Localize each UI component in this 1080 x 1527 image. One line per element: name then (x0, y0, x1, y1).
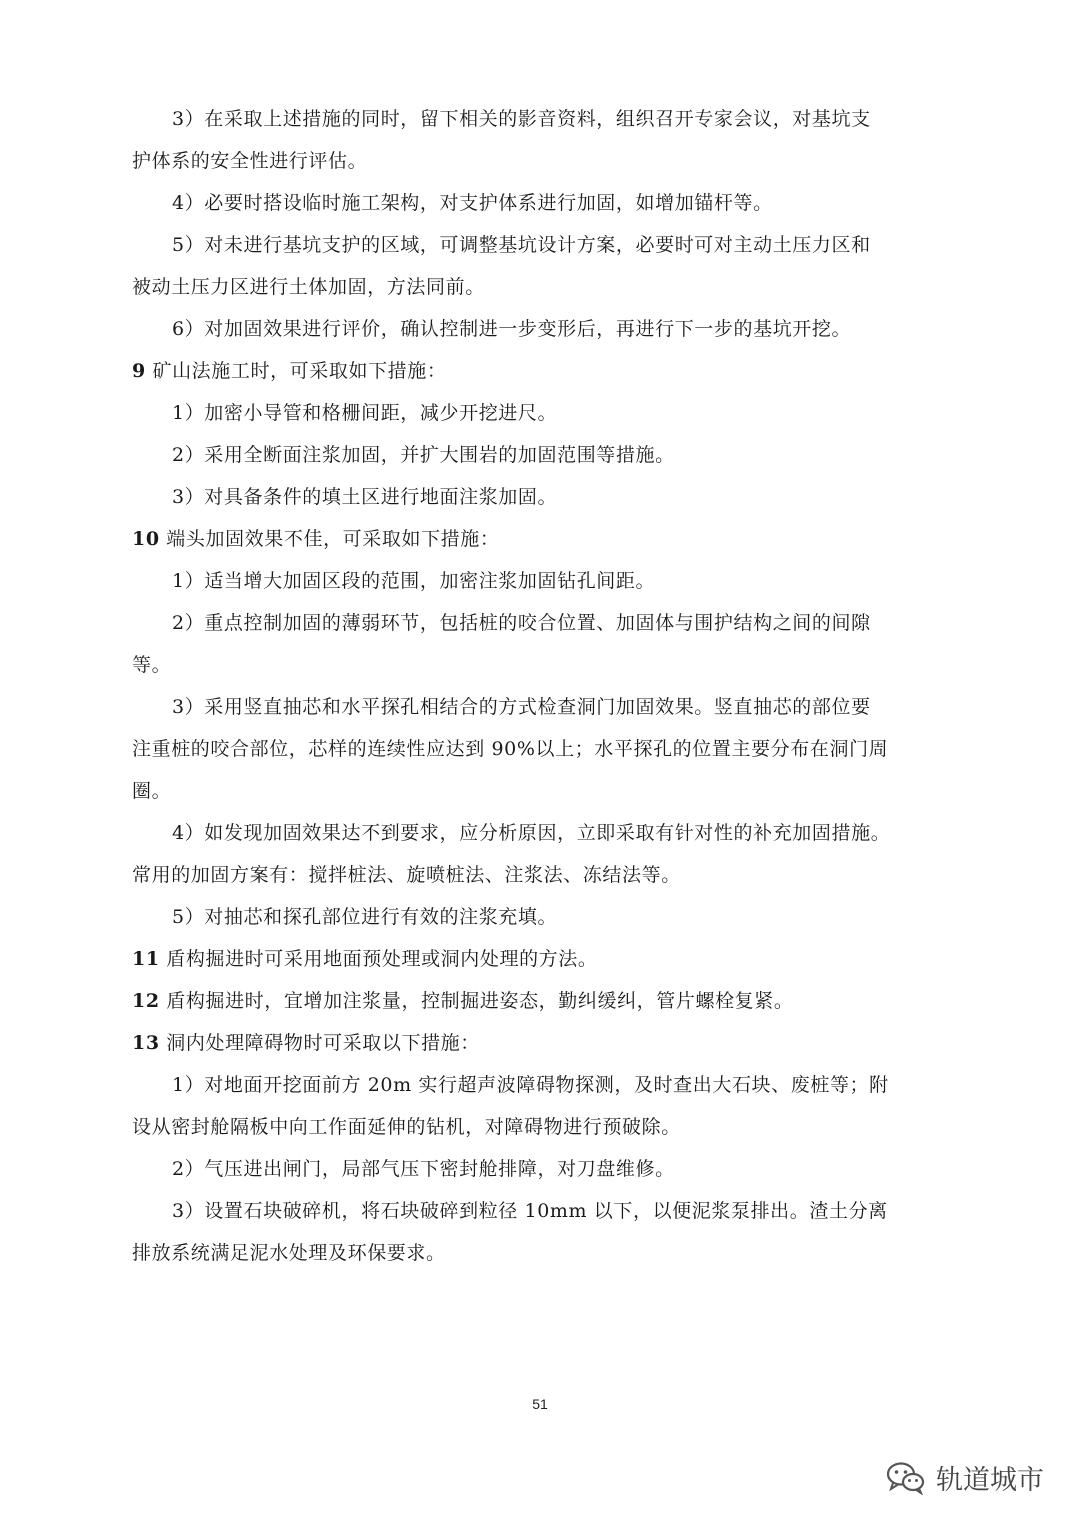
section-number: 9 (132, 360, 146, 382)
text-line: 排放系统满足泥水处理及环保要求。 (132, 1242, 446, 1264)
section-number: 13 (132, 1032, 160, 1054)
text-line: 1）加密小导管和格栅间距，减少开挖进尺。 (172, 402, 558, 424)
text-line: 3）在采取上述措施的同时，留下相关的影音资料，组织召开专家会议，对基坑支 (172, 108, 871, 130)
section-heading (132, 980, 952, 1022)
section-heading-text: 矿山法施工时，可采取如下措施： (145, 360, 447, 382)
text-line: 3）采用竖直抽芯和水平探孔相结合的方式检查洞门加固效果。竖直抽芯的部位要 (172, 696, 871, 718)
text-line: 3）对具备条件的填土区进行地面注浆加固。 (172, 486, 558, 508)
text-line: 5）对未进行基坑支护的区域，可调整基坑设计方案，必要时可对主动土压力区和 (172, 234, 871, 256)
text-line: 4）如发现加固效果达不到要求，应分析原因，立即采取有针对性的补充加固措施。 (172, 822, 891, 844)
text-line: 1）适当增大加固区段的范围，加密注浆加固钻孔间距。 (172, 570, 656, 592)
section-number: 10 (132, 528, 160, 550)
text-line: 4）必要时搭设临时施工架构，对支护体系进行加固，如增加锚杆等。 (172, 192, 773, 214)
watermark (886, 1458, 1044, 1497)
text-line: 2）气压进出闸门，局部气压下密封舱排障，对刀盘维修。 (172, 1158, 675, 1180)
text-line: 1）对地面开挖面前方 20m 实行超声波障碍物探测，及时查出大石块、废桩等；附 (172, 1074, 889, 1096)
section-heading-text: 盾构掘进时可采用地面预处理或洞内处理的方法。 (159, 948, 598, 970)
document-body (132, 98, 952, 1274)
text-line: 圈。 (132, 780, 172, 802)
text-line: 被动土压力区进行土体加固，方法同前。 (132, 276, 485, 298)
section-heading (132, 518, 952, 560)
section-heading-text: 盾构掘进时，宜增加注浆量，控制掘进姿态，勤纠缓纠，管片螺栓复紧。 (159, 990, 794, 1012)
text-line: 2）采用全断面注浆加固，并扩大围岩的加固范围等措施。 (172, 444, 675, 466)
section-number: 11 (132, 948, 160, 970)
section-heading (132, 350, 952, 392)
text-line: 6）对加固效果进行评价，确认控制进一步变形后，再进行下一步的基坑开挖。 (172, 318, 852, 340)
wechat-icon (886, 1461, 926, 1495)
section-heading-text: 洞内处理障碍物时可采取以下措施： (159, 1032, 480, 1054)
text-line: 注重桩的咬合部位，芯样的连续性应达到 90%以上；水平探孔的位置主要分布在洞门周 (132, 738, 889, 760)
section-heading (132, 1022, 952, 1064)
text-line: 2）重点控制加固的薄弱环节，包括桩的咬合位置、加固体与围护结构之间的间隙 (172, 612, 871, 634)
page-number: 51 (532, 1396, 548, 1412)
watermark-text: 轨道城市 (936, 1465, 1044, 1496)
text-line: 设从密封舱隔板中向工作面延伸的钻机，对障碍物进行预破除。 (132, 1116, 681, 1138)
section-number: 12 (132, 990, 160, 1012)
section-heading (132, 938, 952, 980)
text-line: 等。 (132, 654, 172, 676)
text-line: 3）设置石块破碎机，将石块破碎到粒径 10mm 以下，以便泥浆泵排出。渣土分离 (172, 1200, 888, 1222)
text-line: 常用的加固方案有：搅拌桩法、旋喷桩法、注浆法、冻结法等。 (132, 864, 681, 886)
text-line: 5）对抽芯和探孔部位进行有效的注浆充填。 (172, 906, 558, 928)
section-heading-text: 端头加固效果不佳，可采取如下措施： (159, 528, 500, 550)
text-line: 护体系的安全性进行评估。 (132, 150, 368, 172)
